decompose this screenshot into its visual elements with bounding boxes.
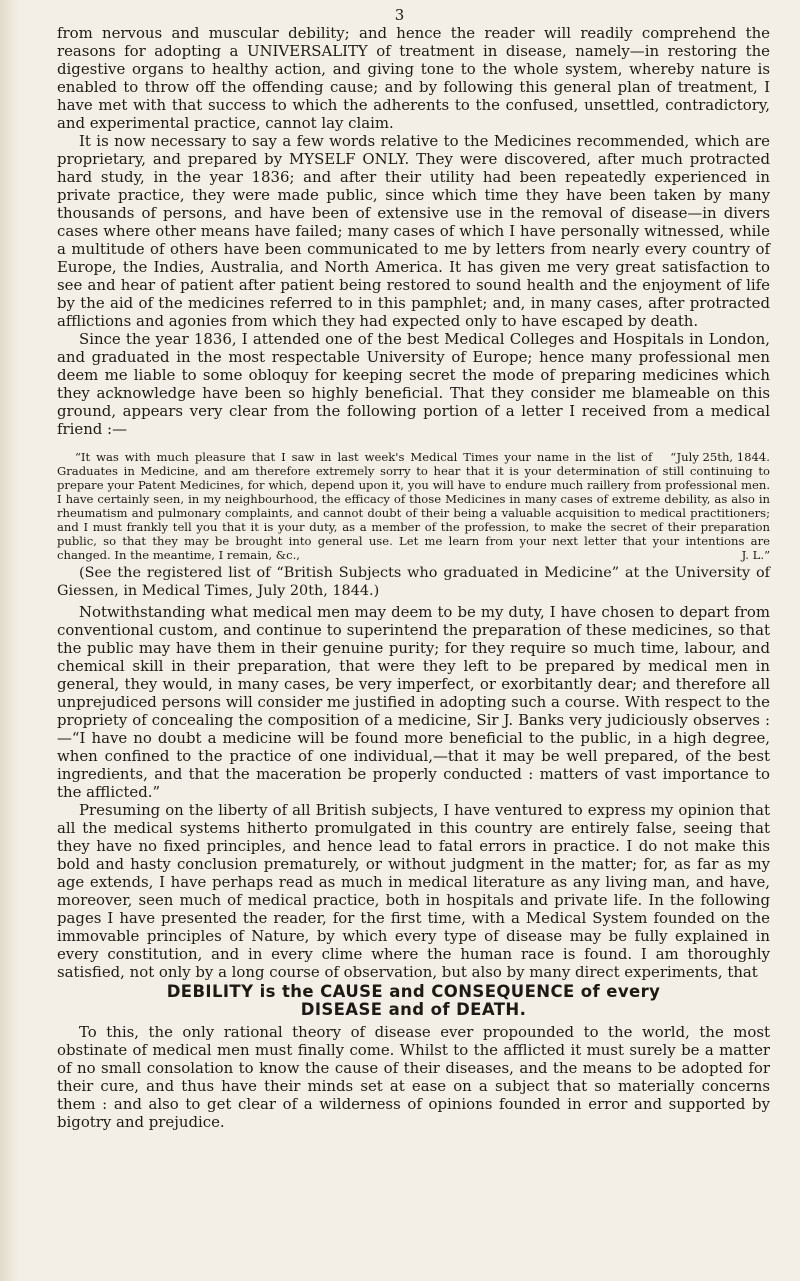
paragraph-6: To this, the only rational theory of disease ever propounded to the world, the most obstinate of medical men must finally come. Whilst to the afflicted it must surely be a matter of no small consolation to know the cause of their diseases, and the means to be adopted for their cure, and thus have their minds set at ease on a subject that so materially concerns them : and also to get clear of a wilderness of opinions founded in error and supported by bigotry and prejudice. xyxy=(57,1023,770,1131)
letter-signature: J. L.” xyxy=(741,548,770,562)
letter-dateline: “July 25th, 1844. xyxy=(670,450,770,464)
registered-list-note: (See the registered list of “British Subjects who graduated in Medicine” at the University of Giessen, in Medical Times, July 20th, 1844.) xyxy=(57,565,770,599)
paragraph-2: It is now necessary to say a few words relative to the Medicines recommended, which are proprietary, and prepared by MYSELF ONLY. They were discovered, after much protracted hard study, in the year 1836; and after their utility had been repeatedly experienced in private practice, they were made public, since which time they have been taken by many thousands of persons, and have been of extensive use in the removal of disease—in divers cases where other means have failed; many cases of which I have personally witnessed, while a multitude of others have been communicated to me by letters from nearly every country of Europe, the Indies, Australia, and North America. It has given me very great satisfaction to see and hear of patient after patient being restored to sound health and the enjoyment of life by the aid of the medicines referred to in this pamphlet; and, in many cases, after protracted afflictions and agonies from which they had expected only to have escaped by death. xyxy=(57,132,770,330)
page-gutter-shadow xyxy=(0,0,18,1281)
page-content xyxy=(57,24,770,1131)
paragraph-3: Since the year 1836, I attended one of the best Medical Colleges and Hospitals in London, and graduated in the most respectable University of Europe; hence many professional men deem me liable to some obloquy for keeping secret the mode of preparing medicines which they acknowledge have been so highly beneficial. That they consider me blameable on this ground, appears very clear from the following portion of a letter I received from a medical friend :— xyxy=(57,330,770,438)
paragraph-5: Presuming on the liberty of all British subjects, I have ventured to express my opinion that all the medical systems hitherto promulgated in this country are entirely false, seeing that they have no fixed principles, and hence lead to fatal errors in practice. I do not make this bold and hasty conclusion prematurely, or without judgment in the matter; for, as far as my age extends, I have perhaps read as much in medical literature as any living man, and have, moreover, seen much of medical practice, both in hospitals and private life. In the following pages I have presented the reader, for the first time, with a Medical System founded on the immovable principles of Nature, by which every type of disease may be fully explained in every constitution, and in every clime where the human race is found. I am thoroughly satisfied, not only by a long course of observation, but also by many direct experiments, that xyxy=(57,801,770,981)
heading-line-2: DISEASE and of DEATH. xyxy=(300,1000,527,1019)
section-heading xyxy=(57,983,770,1019)
page-number: 3 xyxy=(394,6,406,24)
paragraph-4: Notwithstanding what medical men may deem to be my duty, I have chosen to depart from conventional custom, and continue to superintend the preparation of these medicines, so that the public may have them in their genuine purity; for they require so much time, labour, and chemical skill in their preparation, that were they left to be prepared by medical men in general, they would, in many cases, be very imperfect, or exorbitantly dear; and therefore all unprejudiced persons will consider me justified in adopting such a course. With respect to the propriety of concealing the composition of a medicine, Sir J. Banks very judiciously observes :—“I have no doubt a medicine will be found more beneficial to the public, in a high degree, when confined to the practice of one individual,—that it may be well prepared, of the best ingredients, and that the maceration be properly conducted : matters of vast importance to the afflicted.” xyxy=(57,603,770,801)
quoted-letter xyxy=(57,450,770,564)
letter-text: “It was with much pleasure that I saw in last week's Medical Times your name in the list of Graduates in Medicine, and am therefore extremely sorry to hear that it is your determination of still continuing to prepare your Patent Medicines, for which, depend upon it, you will have to endure much raillery from professional men. I have certainly seen, in my neighbourhood, the efficacy of those Medicines in many cases of extreme debility, as also in rheumatism and pulmonary complaints, and cannot doubt of their being a valuable acquisition to medical practitioners; and I must frankly tell you that it is your duty, as a member of the profession, to make the secret of their preparation public, so that they may be brought into general use. Let me learn from your next letter that your intentions are changed. In the meantime, I remain, &c., xyxy=(57,450,770,562)
letter-body xyxy=(57,450,770,562)
heading-line-1: DEBILITY is the CAUSE and CONSEQUENCE of every xyxy=(166,982,661,1001)
paragraph-1: from nervous and muscular debility; and hence the reader will readily comprehend the reasons for adopting a UNIVERSALITY of treatment in disease, namely—in restoring the digestive organs to healthy action, and giving tone to the whole system, whereby nature is enabled to throw off the offending cause; and by following this general plan of treatment, I have met with that success to which the adherents to the confused, unsettled, contradictory, and experimental practice, cannot lay claim. xyxy=(57,24,770,132)
